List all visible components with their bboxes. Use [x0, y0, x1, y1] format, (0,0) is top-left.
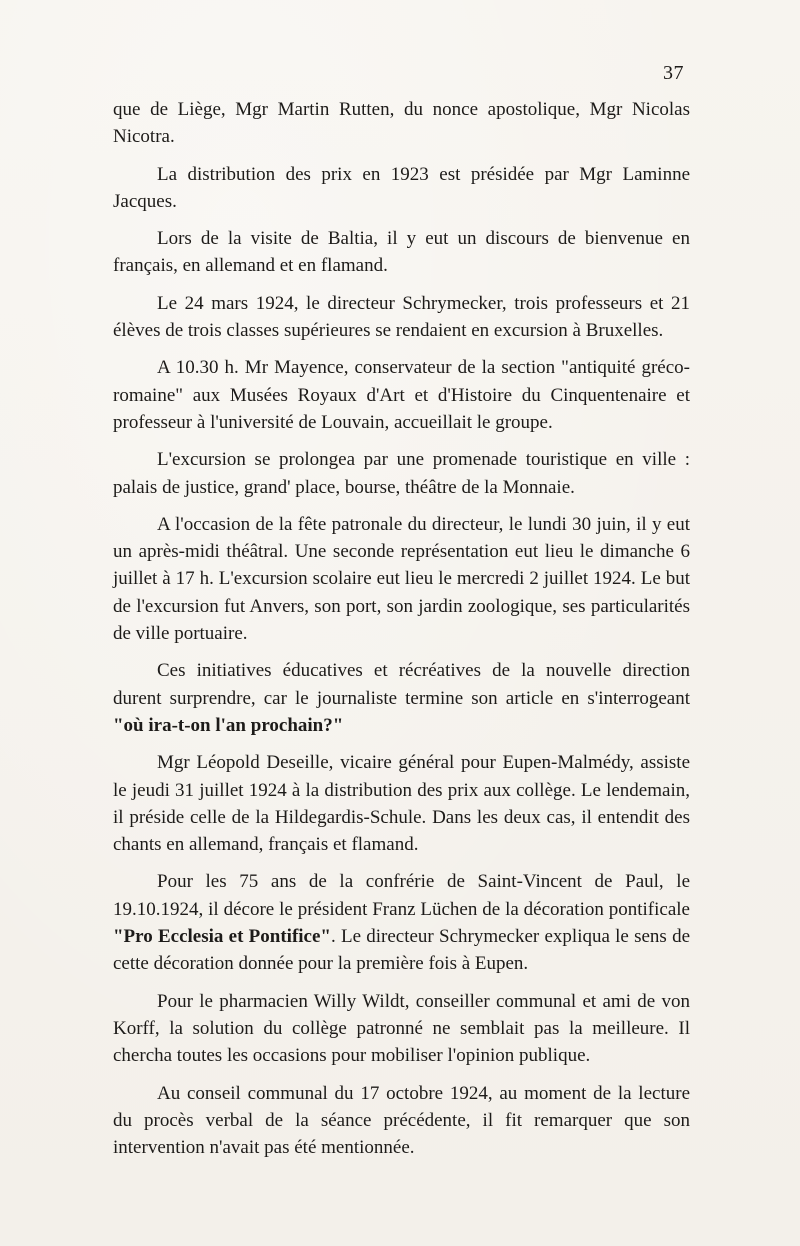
paragraph-11: Pour le pharmacien Willy Wildt, conseiller communal et ami de von Korff, la solution du collège patronné ne semblait pas la meilleure. Il chercha toutes les occasions pour mobiliser l'opinion publique. — [113, 990, 690, 1067]
paragraph-10-text-start: Pour les 75 ans de la confrérie de Saint-Vincent de Paul, le 19.10.1924, il décore le président Franz Lüchen de la décoration pontificale — [113, 871, 690, 920]
paragraph-8-quote: "où ira-t-on l'an prochain?" — [113, 714, 344, 736]
paragraph-10 — [113, 868, 690, 977]
paragraph-7: A l'occasion de la fête patronale du directeur, le lundi 30 juin, il y eut un après-midi théâtral. Une seconde représentation eut lieu le dimanche 6 juillet à 17 h. L'excursion scolaire eut lieu le mercredi 2 juillet 1924. Le but de l'excursion fut Anvers, son port, son jardin zoologique, ses particularités de ville portuaire. — [113, 513, 690, 645]
paragraph-8 — [113, 657, 690, 739]
paragraph-1: que de Liège, Mgr Martin Rutten, du nonce apostolique, Mgr Nicolas Nicotra. — [113, 99, 690, 148]
paragraph-5: A 10.30 h. Mr Mayence, conservateur de la section "antiquité gréco-romaine" aux Musées Royaux d'Art et d'Histoire du Cinquentenaire et professeur à l'université de Louvain, accueillait le groupe. — [113, 357, 690, 433]
paragraph-8-text: Ces initiatives éducatives et récréatives de la nouvelle direction durent surprendre, car le journaliste termine son article en s'interrogeant — [113, 660, 690, 709]
paragraph-4: Le 24 mars 1924, le directeur Schrymecker, trois professeurs et 21 élèves de trois classes supérieures se rendaient en excursion à Bruxelles. — [113, 292, 690, 342]
page-number: 37 — [663, 62, 684, 84]
body-text — [113, 96, 690, 1171]
paragraph-10-decoration-name: "Pro Ecclesia et Pontifice" — [113, 926, 331, 948]
paragraph-3: Lors de la visite de Baltia, il y eut un discours de bienvenue en français, en allemand et en flamand. — [113, 228, 690, 277]
paragraph-12: Au conseil communal du 17 octobre 1924, au moment de la lecture du procès verbal de la séance précédente, il fit remarquer que son intervention n'avait pas été mentionnée. — [113, 1082, 690, 1159]
paragraph-10-text-end: . Le directeur Schrymecker expliqua le sens de cette décoration donnée pour la première fois à Eupen. — [113, 926, 690, 975]
paragraph-9: Mgr Léopold Deseille, vicaire général pour Eupen-Malmédy, assiste le jeudi 31 juillet 1924 à la distribution des prix aux collège. Le lendemain, il préside celle de la Hildegardis-Schule. Dans les deux cas, il entendit des chants en allemand, français et flamand. — [113, 752, 690, 856]
paragraph-2: La distribution des prix en 1923 est présidée par Mgr Laminne Jacques. — [113, 163, 690, 212]
paragraph-6: L'excursion se prolongea par une promenade touristique en ville : palais de justice, grand' place, bourse, théâtre de la Monnaie. — [113, 449, 690, 498]
